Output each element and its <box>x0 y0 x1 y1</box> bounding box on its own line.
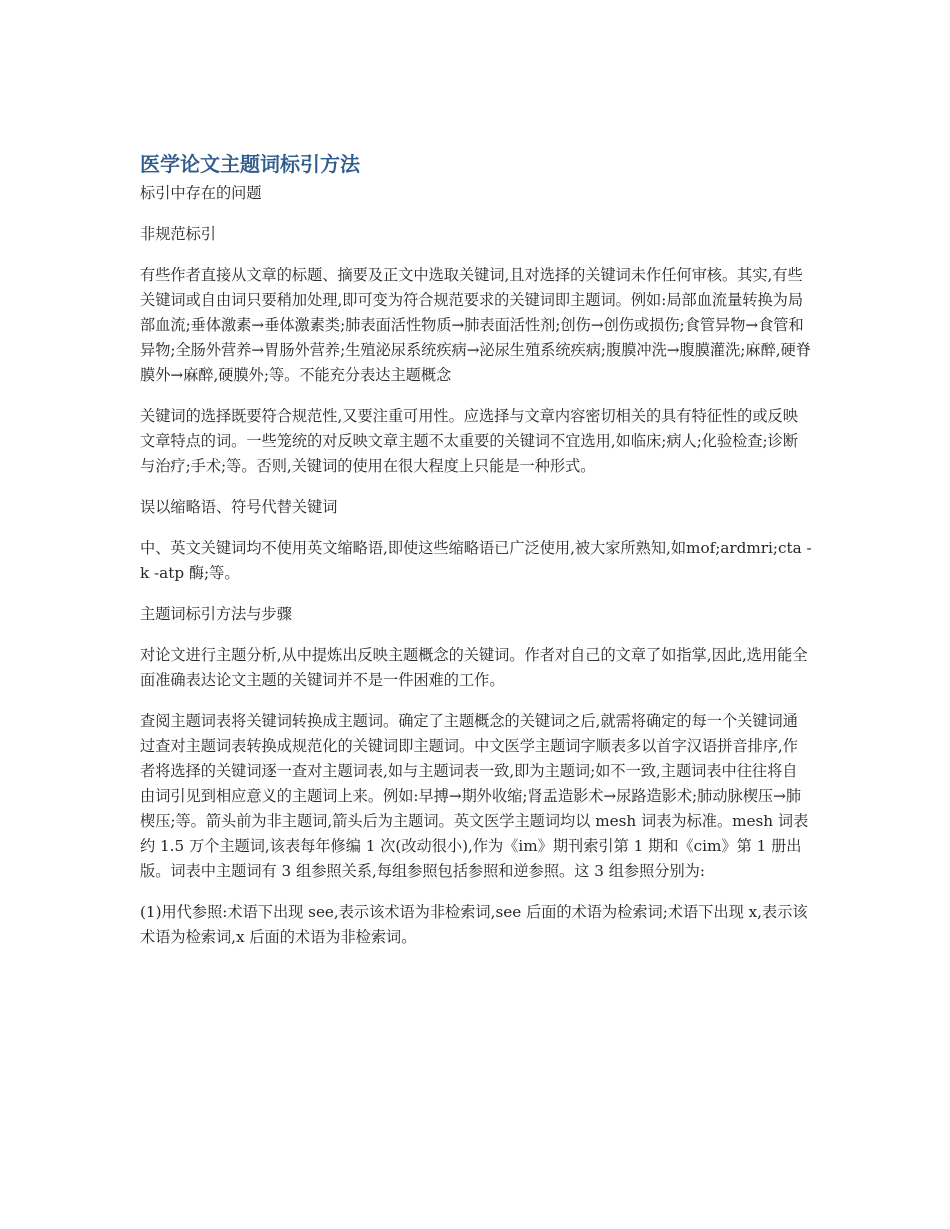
paragraph-see-reference: (1)用代参照:术语下出现 see,表示该术语为非检索词,see 后面的术语为检索词;术语下出现 x,表示该术语为检索词,x 后面的术语为非检索词。 <box>140 903 808 946</box>
paragraph-keyword-selection: 关键词的选择既要符合规范性,又要注重可用性。应选择与文章内容密切相关的具有特征性的或反映文章特点的词。一些笼统的对反映文章主题不太重要的关键词不宜选用,如临床;病人;化验检查;诊断与治疗;手术;等。否则,关键词的使用在很大程度上只能是一种形式。 <box>140 407 799 475</box>
section-heading-abbreviations: 误以缩略语、符号代替关键词 <box>140 498 338 516</box>
paragraph-abbreviations: 中、英文关键词均不使用英文缩略语,即使这些缩略语已广泛使用,被大家所熟知,如mof;ardmri;cta -k -atp 酶;等。 <box>140 539 812 582</box>
section-heading-problems: 标引中存在的问题 <box>140 184 262 202</box>
document-title: 医学论文主题词标引方法 <box>140 152 360 176</box>
section-heading-nonstandard: 非规范标引 <box>140 225 216 243</box>
paragraph-nonstandard-indexing: 有些作者直接从文章的标题、摘要及正文中选取关键词,且对选择的关键词未作任何审核。其实,有些关键词或自由词只要稍加处理,即可变为符合规范要求的关键词即主题词。例如:局部血流量转换为局部血流;垂体激素→垂体激素类;肺表面活性物质→肺表面活性剂;创伤→创伤或损伤;食管异物→食管和异物;全肠外营养→胃肠外营养;生殖泌尿系统疾病→泌尿生殖系统疾病;腹膜冲洗→腹膜灌洗;麻醉,硬脊膜外→麻醉,硬膜外;等。不能充分表达主题概念 <box>140 266 811 384</box>
section-heading-methods: 主题词标引方法与步骤 <box>140 605 292 623</box>
paragraph-subject-analysis: 对论文进行主题分析,从中提炼出反映主题概念的关键词。作者对自己的文章了如指掌,因此,选用能全面准确表达论文主题的关键词并不是一件困难的工作。 <box>140 646 808 689</box>
paragraph-thesaurus-lookup: 查阅主题词表将关键词转换成主题词。确定了主题概念的关键词之后,就需将确定的每一个关键词通过查对主题词表转换成规范化的关键词即主题词。中文医学主题词字顺表多以首字汉语拼音排序,作者将选择的关键词逐一查对主题词表,如与主题词表一致,即为主题词;如不一致,主题词表中往往将自由词引见到相应意义的主题词上来。例如:早搏→期外收缩;肾盂造影术→尿路造影术;肺动脉楔压→肺楔压;等。箭头前为非主题词,箭头后为主题词。英文医学主题词均以 mesh 词表为标准。mesh 词表约 1.5 万个主题词,该表每年修编 1 次(改动很小),作为《im》期刊索引第 1 期和《cim》第 1 册出版。词表中主题词有 3 组参照关系,每组参照包括参照和逆参照。这 3 组参照分别为: <box>140 712 809 880</box>
document-page <box>140 149 812 950</box>
